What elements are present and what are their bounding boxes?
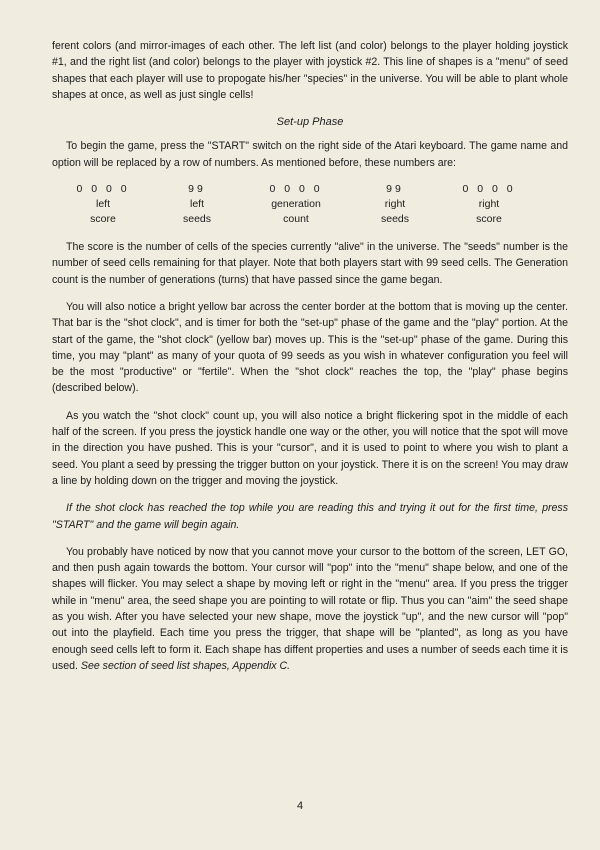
score-label: generation — [271, 198, 321, 211]
score-label: seeds — [182, 213, 212, 226]
score-column-left-seeds — [162, 182, 232, 227]
score-label: score — [476, 213, 502, 226]
score-column-generation-count — [246, 182, 346, 227]
start-paragraph: To begin the game, press the "START" switch on the right side of the Atari keyboard. The game name and option will be replaced by a row of numbers. As mentioned before, these numbers are: — [52, 140, 568, 169]
intro-paragraph: ferent colors (and mirror-images of each other. The left list (and color) belongs to the player holding joystick #1, and the right list (and color) belongs to the player with joystick #2. This line of shapes is a "menu" of seed shapes that each player will use to propogate his/her "species" in the universe. You will be able to plant whole shapes at once, as well as just single cells! — [52, 40, 568, 101]
score-digits: 99 — [188, 183, 206, 196]
body-text — [52, 38, 568, 685]
menu-paragraph — [52, 544, 568, 674]
score-digits: 99 — [386, 183, 404, 196]
italic-note-paragraph: If the shot clock has reached the top while you are reading this and trying it out for the first time, press "START" and the game will begin again. — [52, 502, 568, 531]
score-label: left — [189, 198, 204, 211]
score-paragraph: The score is the number of cells of the species currently "alive" in the universe. The "seeds" number is the number of seed cells remaining for that player. Note that both players start with 99 seed cells. The Generation count is the number of generations (turns) that have passed since the game began. — [52, 241, 568, 286]
page-number: 4 — [296, 800, 304, 812]
score-column-right-seeds — [360, 182, 430, 227]
score-label: right — [478, 198, 500, 211]
score-display-legend — [58, 182, 568, 227]
cursor-paragraph: As you watch the "shot clock" count up, you will also notice a bright flickering spot in the middle of each half of the screen. If you press the joystick handle one way or the other, you will notice that the spot will move in the direction you have pushed. This is your "cursor", and it is used to point to where you wish to plant a seed. You plant a seed by pressing the trigger button on your joystick. There it is on the screen! You may draw a line by holding down on the trigger and moving the joystick. — [52, 409, 568, 487]
shot-clock-paragraph: You will also notice a bright yellow bar across the center border at the bottom that is moving up the center. That bar is the "shot clock", and is timer for both the "set-up" phase of the game and the "play" portion. At the start of the game, the "shot clock" (yellow bar) moves up. This is the "set-up" phase of the game. During this time, you may "plant" as many of your quota of 99 seeds as you wish in whatever configuration you feel will be the most "productive" or "fertile". When the "shot clock" reaches the top, the "play" phase begins (described below). — [52, 300, 568, 395]
score-label: left — [95, 198, 110, 211]
score-column-right-score — [444, 182, 534, 227]
appendix-reference: See section of seed list shapes, Appendix C. — [80, 659, 291, 672]
score-digits: 0 0 0 0 — [269, 183, 323, 196]
score-digits: 0 0 0 0 — [462, 183, 516, 196]
section-title: Set-up Phase — [276, 116, 344, 129]
score-label: score — [90, 213, 116, 226]
score-label: seeds — [380, 213, 410, 226]
score-label: count — [283, 213, 309, 226]
score-digits: 0 0 0 0 — [76, 183, 130, 196]
score-column-left-score — [58, 182, 148, 227]
score-label: right — [384, 198, 406, 211]
menu-paragraph-text: You probably have noticed by now that you cannot move your cursor to the bottom of the screen, LET GO, and then push again towards the bottom. Your cursor will "pop" into the "menu" shape below, and one of the shapes will flicker. You may select a shape by moving left or right in the "menu" area. If you press the trigger while in "menu" area, the seed shape you are pointing to will rotate or flip. Thus you can "aim" the seed shape as you wish. After you have selected your new shape, move the joystick "up", and the new cursor will "pop" out into the playfield. Each time you press the trigger, that shape will be "planted", as long as you have enough seed cells left to form it. Each shape has diffent properties and uses a number of seeds each time it is used. — [52, 545, 568, 672]
